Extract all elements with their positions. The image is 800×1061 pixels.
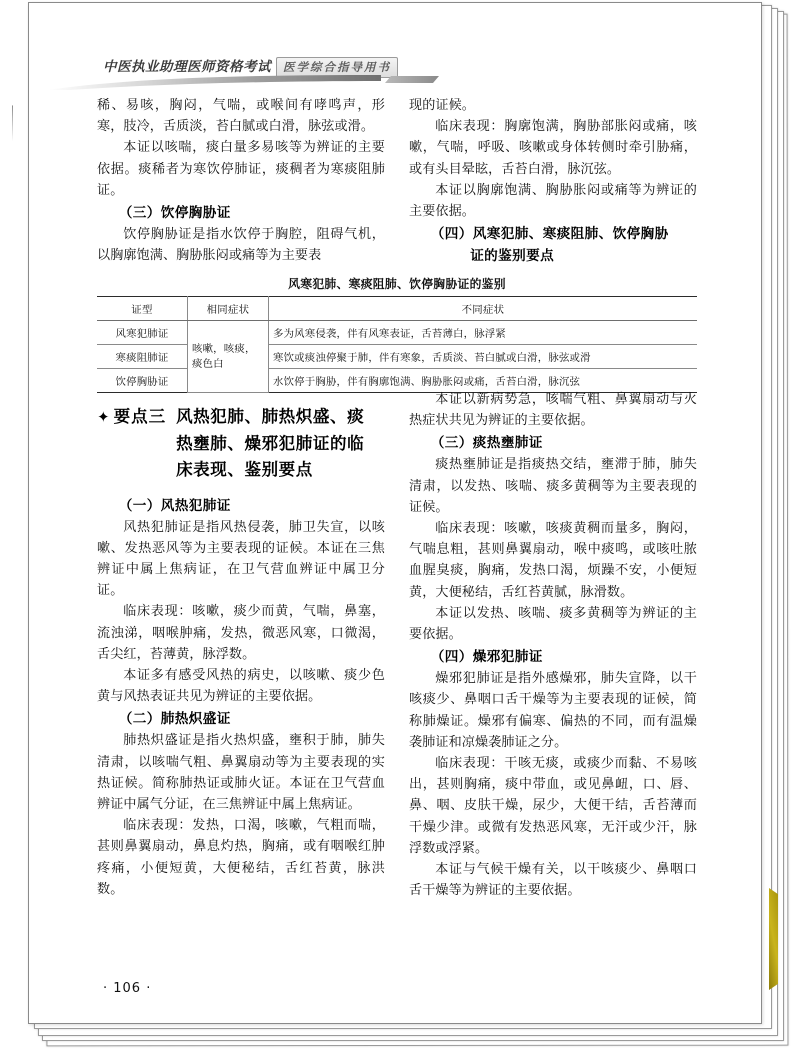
- heading-section-four-differentiation: [409, 223, 697, 267]
- differentiation-table: [97, 296, 697, 393]
- paragraph-clinical-yinting: 临床表现：胸廓饱满，胸胁部胀闷或痛，咳嗽，气喘，呼吸、咳嗽或身体转侧时牵引胁痛，或有头目晕眩，舌苔白滑，脉沉弦。: [409, 119, 697, 177]
- paragraph-clinical-section-one: 临床表现：咳嗽，痰少而黄，气喘，鼻塞，流浊涕，咽喉肿痛，发热，微恶风寒，口微渴，舌尖红，苔薄黄，脉浮数。: [97, 604, 385, 662]
- table-title: 风寒犯肺、寒痰阻肺、饮停胸胁证的鉴别: [288, 277, 506, 291]
- table-row: [97, 345, 697, 369]
- paragraph-basis-yinting: 本证以胸廓饱满、胸胁胀闷或痛等为辨证的主要依据。: [409, 182, 697, 220]
- paragraph-continued-left: 稀、易咳，胸闷，气喘，或喉间有哮鸣声，形寒，肢冷，舌质淡，苔白腻或白滑，脉弦或滑。: [97, 98, 385, 135]
- running-head-badge: 医学综合指导用书: [276, 57, 398, 78]
- heading-section-one: （一）风热犯肺证: [118, 497, 231, 514]
- table-header-type: 证型: [97, 297, 188, 321]
- paragraph-basis-section-one: 本证多有感受风热的病史，以咳嗽、痰少色黄与风热表证共见为辨证的主要依据。: [97, 667, 385, 705]
- bookmark-tab-gold: [769, 888, 778, 990]
- table-header-row: [97, 297, 697, 321]
- paragraph-basis-section-three: 本证以发热、咳喘、痰多黄稠等为辨证的主要依据。: [409, 605, 697, 643]
- four-point-star-icon: ✦: [97, 408, 110, 426]
- upper-left-column: [97, 95, 385, 266]
- table-cell-different-3: 水饮停于胸胁，伴有胸廓饱满、胸胁胀闷或痛，舌苔白滑，脉沉弦: [269, 369, 698, 393]
- paragraph-definition-section-three: 痰热壅肺证是指痰热交结，壅滞于肺，肺失清肃，以发热、咳喘、痰多黄稠等为主要表现的证候。: [409, 457, 697, 515]
- paragraph-clinical-section-three: 临床表现：咳嗽，咳痰黄稠而量多，胸闷，气喘息粗，甚则鼻翼扇动，喉中痰鸣，或咳吐脓血腥臭痰，胸痛，发热口渴，烦躁不安，小便短黄，大便秘结，舌红苔黄腻，脉滑数。: [409, 521, 697, 600]
- upper-right-column: [409, 95, 697, 267]
- differentiation-table-block: [97, 275, 697, 393]
- book-page: [28, 2, 762, 1024]
- table-header-different-symptoms: 不同症状: [269, 297, 698, 321]
- upper-two-columns: [97, 95, 697, 267]
- paragraph-definition-section-four: 燥邪犯肺证是指外感燥邪，肺失宣降，以干咳痰少、鼻咽口舌干燥等为主要表现的证候，简称肺燥证。燥邪有偏寒、偏热的不同，而有温燥袭肺证和凉燥袭肺证之分。: [409, 671, 697, 750]
- heading-section-three-lower: （三）痰热壅肺证: [430, 435, 543, 452]
- lower-left-column: [97, 389, 385, 900]
- heading-section-four-line1: （四）风寒犯肺、寒痰阻肺、饮停胸胁: [430, 226, 669, 243]
- key-point-heading: [97, 404, 385, 484]
- key-point-title-line3: 床表现、鉴别要点: [176, 460, 313, 479]
- header-swoosh-decoration: [29, 75, 763, 91]
- lower-two-columns: [97, 389, 697, 901]
- key-point-title: [176, 404, 364, 484]
- key-point-title-line1: 风热犯肺、肺热炽盛、痰: [176, 407, 365, 426]
- heading-section-four-lower: （四）燥邪犯肺证: [430, 649, 543, 666]
- paragraph-continued-right: 现的证候。: [409, 98, 475, 113]
- table-cell-shared-symptom: 咳嗽，咳痰，痰色白: [188, 321, 269, 393]
- paragraph-basis-section-four: 本证与气候干燥有关，以干咳痰少、鼻咽口舌干燥等为辨证的主要依据。: [409, 862, 697, 899]
- heading-section-three-left: （三）饮停胸胁证: [118, 205, 231, 222]
- table-cell-type-2: 寒痰阻肺证: [97, 345, 188, 369]
- table-cell-different-1: 多为风寒侵袭，伴有风寒表证，舌苔薄白，脉浮紧: [269, 321, 698, 345]
- key-point-label: 要点三: [113, 407, 167, 426]
- heading-section-two: （二）肺热炽盛证: [118, 711, 231, 728]
- table-row: [97, 321, 697, 345]
- running-head: [103, 55, 703, 77]
- table-header-same-symptoms: 相同症状: [188, 297, 269, 321]
- table-cell-different-2: 寒饮或痰浊停聚于肺，伴有寒象，舌质淡、苔白腻或白滑，脉弦或滑: [269, 345, 698, 369]
- paragraph-clinical-section-two: 临床表现：发热，口渴，咳嗽，气粗而喘，甚则鼻翼扇动，鼻息灼热，胸痛，或有咽喉红肿疼痛，小便短黄，大便秘结，舌红苔黄，脉洪数。: [97, 818, 385, 897]
- paragraph-clinical-section-four: 临床表现：干咳无痰，或痰少而黏、不易咳出，甚则胸痛，痰中带血，或见鼻衄，口、唇、鼻、咽、皮肤干燥，尿少，大便干结，舌苔薄而干燥少津。或微有发热恶风寒，无汗或少汗，脉浮数或浮紧。: [409, 756, 697, 856]
- key-point-title-line2: 热壅肺、燥邪犯肺证的临: [176, 433, 365, 453]
- paragraph-basis-cold-phlegm: 本证以咳喘，痰白量多易咳等为辨证的主要依据。痰稀者为寒饮停肺证，痰稠者为寒痰阻肺证。: [97, 140, 385, 198]
- paragraph-definition-section-two: 肺热炽盛证是指火热炽盛，壅积于肺，肺失清肃，以咳喘气粗、鼻翼扇动等为主要表现的实热证候。简称肺热证或肺火证。本证在卫气营血辨证中属气分证，在三焦辨证中属上焦病证。: [97, 733, 385, 812]
- page-number: · 106 ·: [103, 981, 152, 996]
- paragraph-definition-yinting: 饮停胸胁证是指水饮停于胸腔，阻碍气机，以胸廓饱满、胸胁胀闷或痛等为主要表: [97, 227, 385, 264]
- paragraph-definition-section-one: 风热犯肺证是指风热侵袭，肺卫失宣，以咳嗽、发热恶风等为主要表现的证候。本证在三焦辨证中属上焦病证，在卫气营血辨证中属卫分证。: [97, 519, 385, 599]
- paragraph-basis-section-two: 本证以新病势急，咳喘气粗、鼻翼扇动与火热症状共见为辨证的主要依据。: [409, 392, 697, 429]
- table-cell-type-3: 饮停胸胁证: [97, 369, 188, 393]
- table-cell-type-1: 风寒犯肺证: [97, 321, 188, 345]
- running-head-title: 中医执业助理医师资格考试: [103, 59, 271, 75]
- heading-section-four-line2: 证的鉴别要点: [470, 248, 555, 265]
- lower-right-column: [409, 389, 697, 901]
